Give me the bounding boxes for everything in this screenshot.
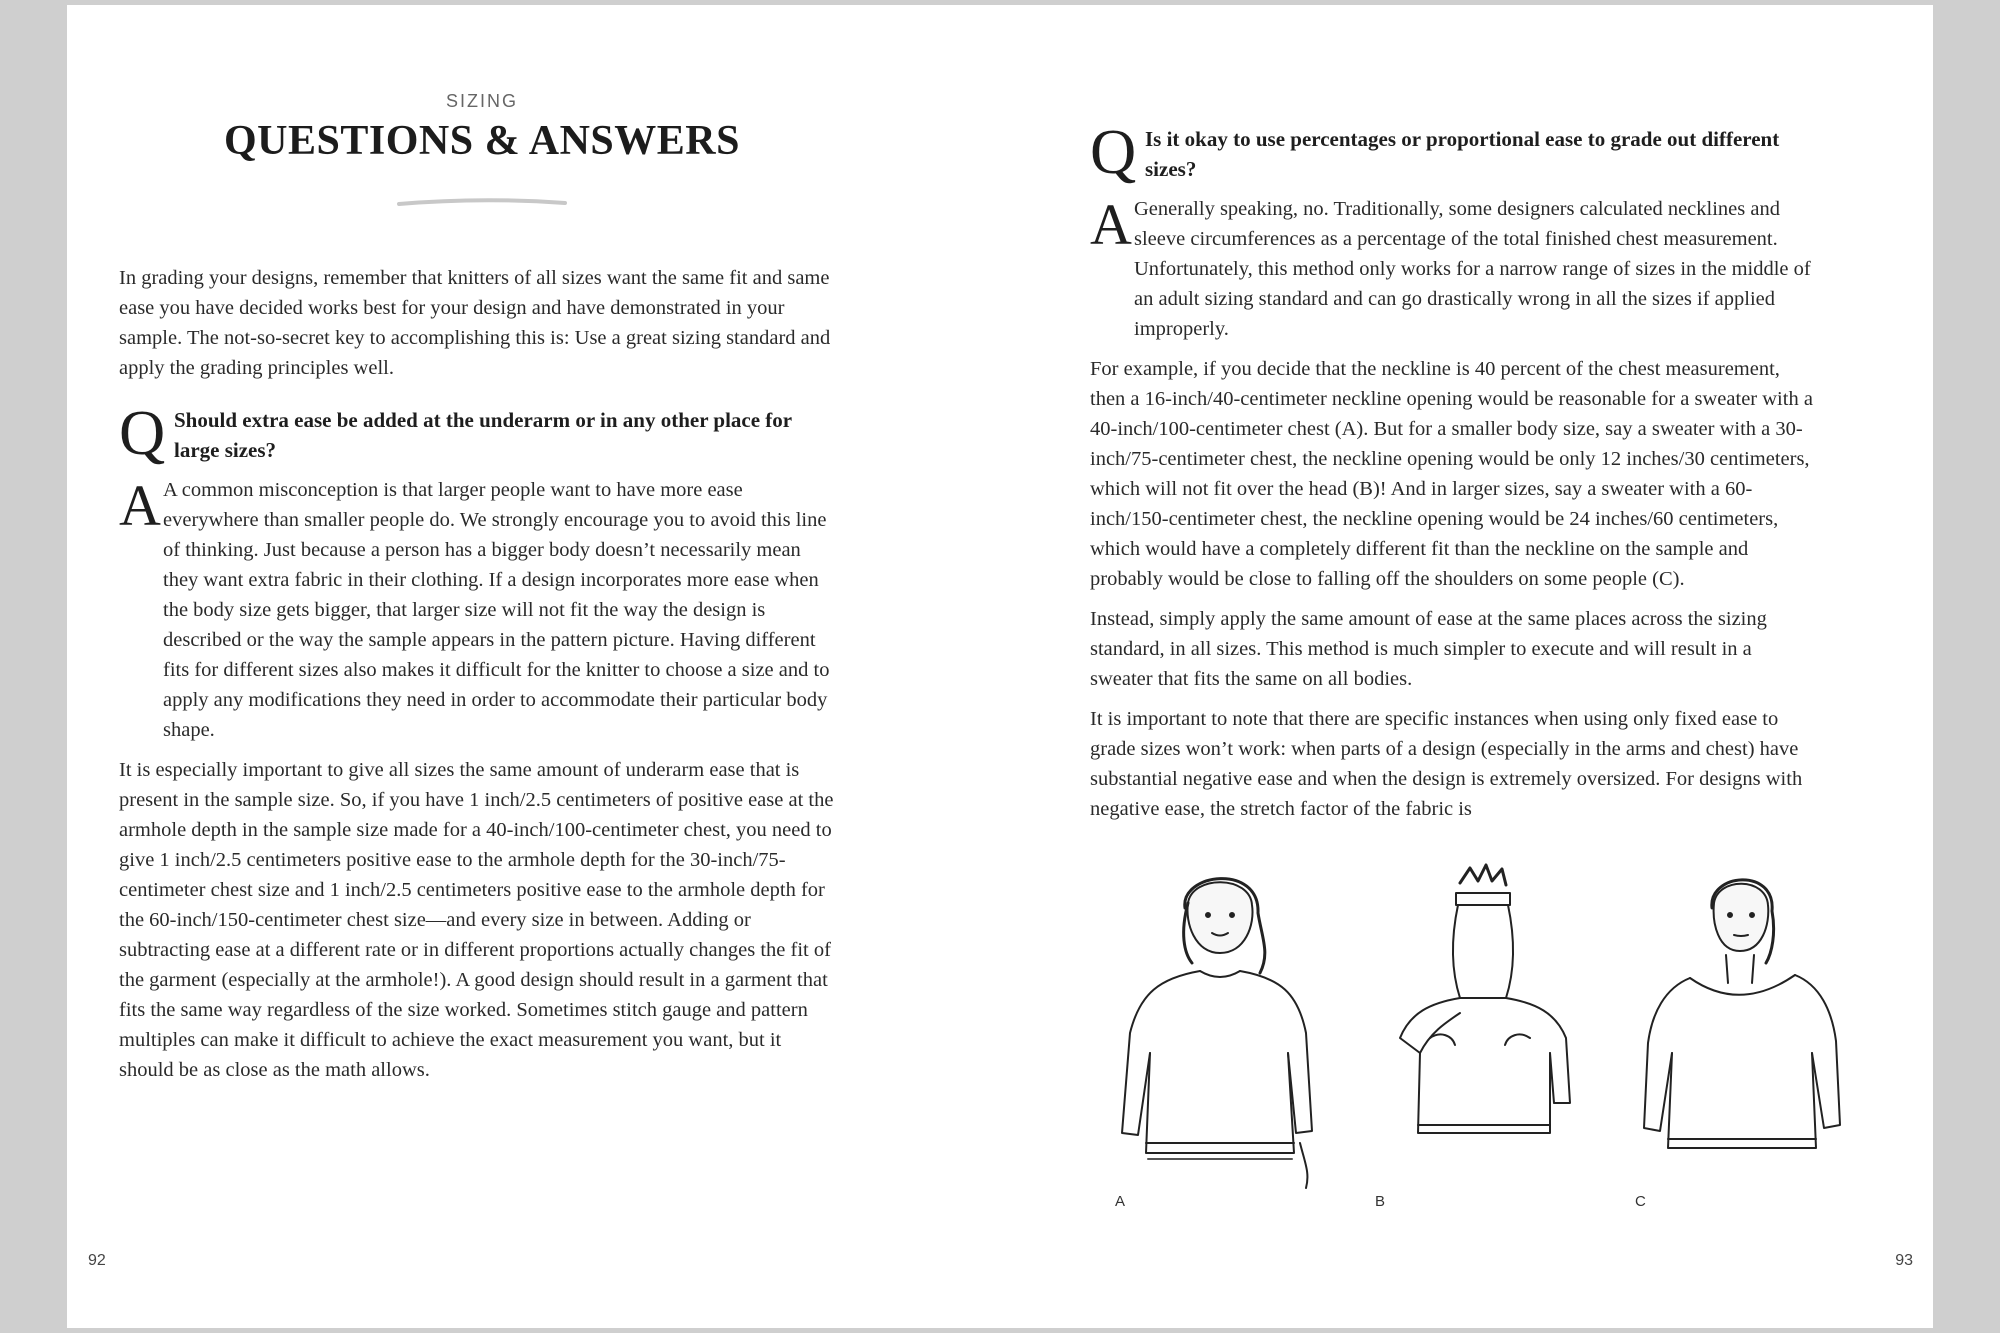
answer-rest-text: We strongly encourage you to avoid this line of thinking. Just because a person has a bigger body doesn’t necessarily mean they want extra fabric in their clothing. If a design incorporates more ease when the body size gets bigger, that larger size will not fit the way the design is described or the way the sample appears in the pattern picture. Having different fits for different sizes also makes it difficult for the knitter to choose a size and to apply any modifications they need in order to accommodate their particular body shape.	[163, 509, 830, 741]
title-underline-decoration	[397, 191, 567, 211]
book-spread	[67, 5, 1933, 1328]
figure-label: B	[1375, 1193, 1386, 1210]
question-block	[1090, 116, 1818, 188]
answer-letter: A	[119, 473, 161, 538]
body-paragraph: For example, if you decide that the neckline is 40 percent of the chest measurement, then a 16-inch/40-centimeter neckline opening would be reasonable for a sweater with a 40-inch/100-centimeter chest (A). But for a smaller body size, say a sweater with a 30-inch/75-centimeter chest, the neckline opening would be only 12 inches/30 centimeters, which will not fit over the head (B)! And in larger sizes, say a sweater with a 60-inch/150-centimeter chest, the neckline opening would be 24 inches/60 centimeters, which would have a completely different fit than the neckline on the sample and probably would be close to falling off the shoulders on some people (C).	[1090, 358, 1813, 590]
question-text: Should extra ease be added at the underarm or in any other place for large sizes?	[174, 408, 792, 462]
intro-paragraph: In grading your designs, remember that knitters of all sizes want the same fit and same ease you have decided works best for your design and have demonstrated in your sample. The not-so-secret key to accomplishing this is: Use a great sizing standard and apply the grading principles well.	[119, 267, 831, 379]
answer-block	[1090, 194, 1818, 344]
body-paragraph: It is important to note that there are specific instances when using only fixed ease to grade sizes won’t work: when parts of a design (especially in the arms and chest) have substantial negative ease and when the design is extremely oversized. For designs with negative ease, the stretch factor of the fabric is	[1090, 708, 1803, 820]
answer-lead-text: A common misconception is that larger people want to have more ease everywhere than smaller people do.	[163, 479, 743, 531]
sweater-too-small-illustration	[1360, 863, 1600, 1203]
question-block	[119, 397, 836, 469]
page-number: 93	[1895, 1252, 1913, 1269]
figure-b	[1360, 863, 1600, 1223]
figure-label: C	[1635, 1193, 1646, 1210]
left-column	[119, 263, 836, 1095]
figure-c	[1620, 863, 1860, 1223]
answer-lead-text: Generally speaking, no. Traditionally, some designers calculated necklines and sleeve circumferences as a percentage of the total finished chest	[1134, 198, 1780, 250]
question-letter: Q	[119, 397, 166, 468]
answer-rest-text: measurement. Unfortunately, this method only works for a narrow range of sizes in the middle of an adult sizing standard and can go drastically wrong in all the sizes if applied improperly.	[1134, 228, 1811, 340]
left-page	[67, 5, 1000, 1328]
right-column	[1090, 116, 1818, 834]
figure-a	[1100, 863, 1340, 1223]
body-paragraph: Instead, simply apply the same amount of ease at the same places across the sizing standard, in all sizes. This method is much simpler to execute and will result in a sweater that fits the same on all bodies.	[1090, 608, 1767, 690]
answer-block	[119, 475, 836, 745]
sweater-fit-illustration	[1100, 863, 1340, 1203]
question-letter: Q	[1090, 116, 1137, 187]
sweater-illustrations	[1100, 863, 1860, 1233]
question-text: Is it okay to use percentages or proportional ease to grade out different sizes?	[1145, 127, 1780, 181]
sweater-too-large-illustration	[1620, 863, 1860, 1203]
answer-letter: A	[1090, 192, 1132, 257]
section-kicker: SIZING	[445, 91, 518, 111]
page-title: QUESTIONS & ANSWERS	[224, 118, 740, 164]
page-number: 92	[88, 1252, 106, 1269]
figure-label: A	[1115, 1193, 1126, 1210]
body-paragraph: It is especially important to give all sizes the same amount of underarm ease that is present in the sample size. So, if you have 1 inch/2.5 centimeters of positive ease at the armhole depth in the sample size made for a 40-inch/100-centimeter chest, you need to give 1 inch/2.5 centimeters positive ease to the armhole depth for the 30-inch/75-centimeter chest size and 1 inch/2.5 centimeters positive ease to the armhole depth for the 60-inch/150-centimeter chest size—and every size in between. Adding or subtracting ease at a different rate or in different proportions actually changes the fit of the garment (especially at the armhole!). A good design should result in a garment that fits the same way regardless of the size worked. Sometimes stitch gauge and pattern multiples can make it difficult to achieve the exact measurement you want, but it should be as close as the math allows.	[119, 759, 834, 1081]
right-page	[1000, 5, 1933, 1328]
